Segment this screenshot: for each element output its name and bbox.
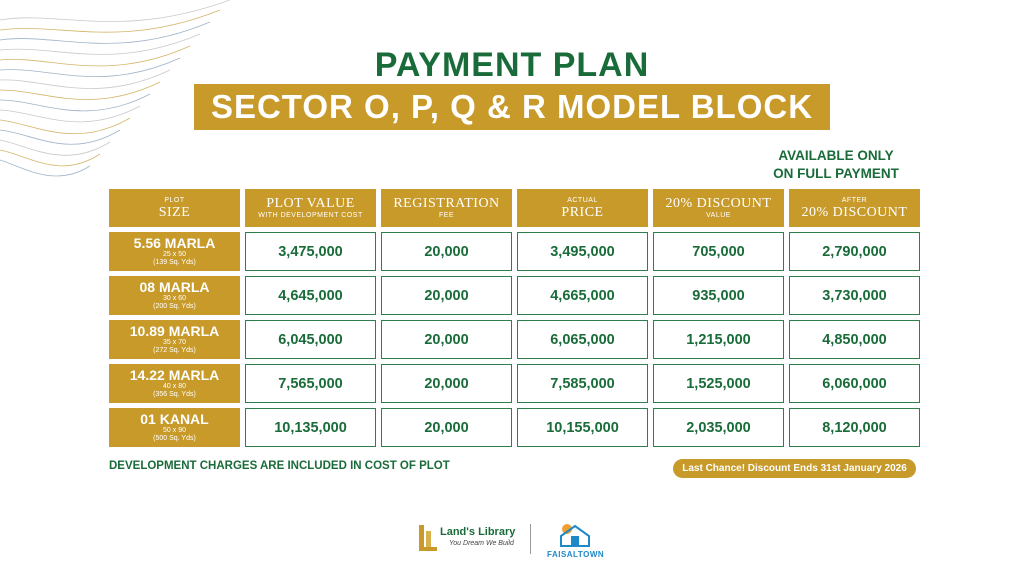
col-header-small: PLOT (164, 197, 185, 204)
sector-banner: SECTOR O, P, Q & R MODEL BLOCK (194, 84, 830, 130)
row-header-plot-size (109, 408, 240, 447)
plot-size-name: 10.89 MARLA (129, 323, 220, 339)
plot-size-name: 01 KANAL (140, 411, 209, 427)
row-header-plot-size (109, 320, 240, 359)
cell-actual-price: 10,155,000 (517, 408, 648, 447)
faisal-town-name: FAISALTOWN (547, 550, 605, 559)
cell-discount-value: 935,000 (653, 276, 784, 315)
cell-registration: 20,000 (381, 364, 512, 403)
plot-size-name: 14.22 MARLA (129, 367, 220, 383)
cell-plot-value: 3,475,000 (245, 232, 376, 271)
col-header-small: AFTER (841, 197, 868, 204)
development-charges-note: DEVELOPMENT CHARGES ARE INCLUDED IN COST OF PLOT (109, 460, 450, 472)
plot-sq-yards: (139 Sq. Yds) (153, 259, 196, 266)
col-header-plot-value (245, 189, 376, 227)
cell-plot-value: 6,045,000 (245, 320, 376, 359)
availability-line-1: AVAILABLE ONLY (778, 148, 894, 163)
col-header-small: WITH DEVELOPMENT COST (258, 212, 363, 219)
cell-plot-value: 7,565,000 (245, 364, 376, 403)
plot-sq-yards: (272 Sq. Yds) (153, 347, 196, 354)
availability-note (756, 147, 916, 183)
row-header-plot-size (109, 232, 240, 271)
col-header-big: PRICE (561, 205, 604, 220)
payment-table (109, 189, 920, 447)
col-header-big: 20% DISCOUNT (665, 196, 772, 211)
col-header-small: FEE (438, 212, 455, 219)
cell-actual-price: 4,665,000 (517, 276, 648, 315)
cell-actual-price: 7,585,000 (517, 364, 648, 403)
col-header-registration (381, 189, 512, 227)
plot-sq-yards: (356 Sq. Yds) (153, 391, 196, 398)
cell-plot-value: 10,135,000 (245, 408, 376, 447)
cell-discount-value: 1,525,000 (653, 364, 784, 403)
plot-size-name: 5.56 MARLA (133, 235, 216, 251)
col-header-big: REGISTRATION (393, 196, 500, 211)
lands-library-logo-icon (417, 523, 439, 553)
page-title: PAYMENT PLAN (374, 46, 650, 84)
deadline-badge: Last Chance! Discount Ends 31st January 2026 (673, 459, 916, 478)
plot-dimensions: 40 x 80 (163, 383, 186, 390)
plot-size-name: 08 MARLA (139, 279, 210, 295)
row-header-plot-size (109, 276, 240, 315)
cell-registration: 20,000 (381, 320, 512, 359)
brand-logos (417, 520, 617, 560)
lands-library-name: Land's Library (440, 526, 516, 538)
row-header-plot-size (109, 364, 240, 403)
cell-actual-price: 3,495,000 (517, 232, 648, 271)
cell-after-discount: 2,790,000 (789, 232, 920, 271)
cell-discount-value: 2,035,000 (653, 408, 784, 447)
cell-after-discount: 4,850,000 (789, 320, 920, 359)
plot-dimensions: 50 x 90 (163, 427, 186, 434)
lands-library-tagline: You Dream We Build (449, 540, 514, 547)
col-header-big: 20% DISCOUNT (801, 205, 908, 220)
col-header-size (109, 189, 240, 227)
cell-after-discount: 3,730,000 (789, 276, 920, 315)
cell-registration: 20,000 (381, 276, 512, 315)
cell-after-discount: 8,120,000 (789, 408, 920, 447)
col-header-actual-price (517, 189, 648, 227)
plot-dimensions: 30 x 60 (163, 295, 186, 302)
logo-divider (530, 524, 531, 554)
cell-actual-price: 6,065,000 (517, 320, 648, 359)
plot-sq-yards: (200 Sq. Yds) (153, 303, 196, 310)
cell-plot-value: 4,645,000 (245, 276, 376, 315)
faisal-town-logo-icon (557, 520, 593, 550)
cell-discount-value: 1,215,000 (653, 320, 784, 359)
col-header-big: PLOT VALUE (266, 196, 355, 211)
cell-discount-value: 705,000 (653, 232, 784, 271)
col-header-small: ACTUAL (567, 197, 598, 204)
plot-dimensions: 35 x 70 (163, 339, 186, 346)
cell-registration: 20,000 (381, 408, 512, 447)
col-header-after-discount (789, 189, 920, 227)
col-header-big: SIZE (158, 205, 191, 220)
plot-dimensions: 25 x 50 (163, 251, 186, 258)
col-header-small: VALUE (706, 212, 731, 219)
cell-registration: 20,000 (381, 232, 512, 271)
col-header-discount-value (653, 189, 784, 227)
cell-after-discount: 6,060,000 (789, 364, 920, 403)
plot-sq-yards: (500 Sq. Yds) (153, 435, 196, 442)
availability-line-2: ON FULL PAYMENT (773, 166, 899, 181)
